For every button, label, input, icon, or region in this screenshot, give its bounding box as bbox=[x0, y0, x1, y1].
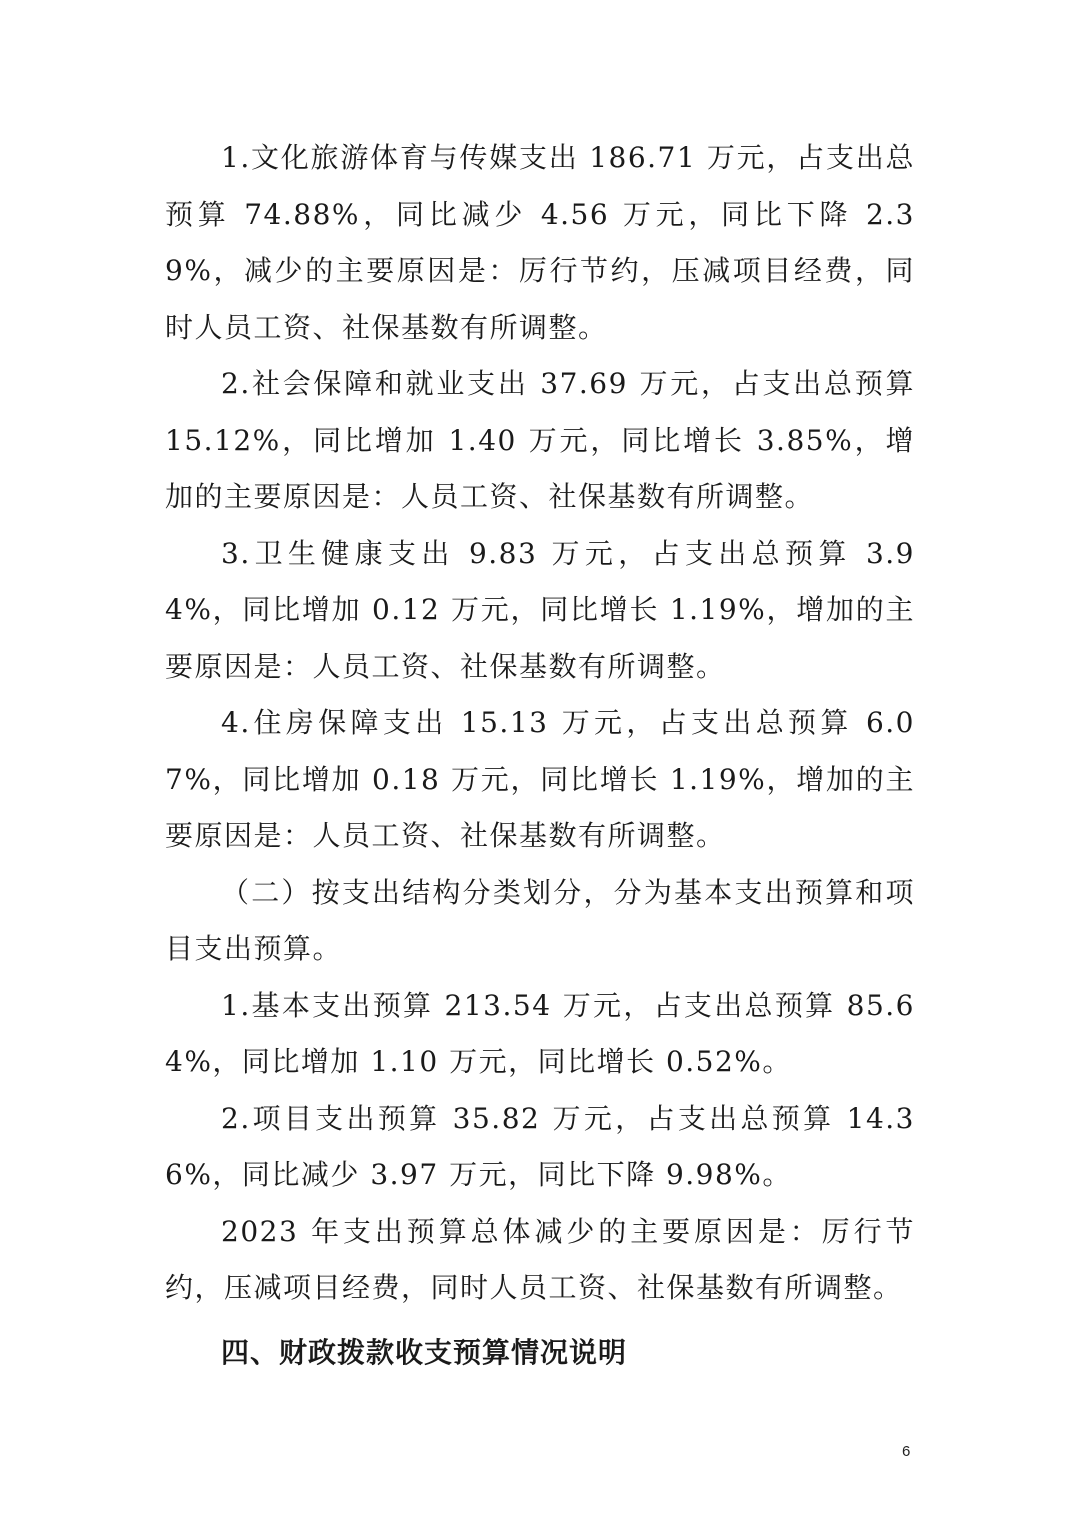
paragraph-health-expenditure: 3.卫生健康支出 9.83 万元，占支出总预算 3.94%，同比增加 0.12 万元，同比增长 1.19%，增加的主要原因是：人员工资、社保基数有所调整。 bbox=[165, 536, 915, 683]
section-heading: 四、财政拨款收支预算情况说明 bbox=[221, 1335, 628, 1369]
paragraph-overall-decrease-reason: 2023 年支出预算总体减少的主要原因是：厉行节约，压减项目经费，同时人员工资、社保基数有所调整。 bbox=[165, 1214, 915, 1304]
paragraph-culture-tourism-sports-media-expenditure: 1.文化旅游体育与传媒支出 186.71 万元，占支出总预算 74.88%，同比减少 4.56 万元，同比下降 2.39%，减少的主要原因是：厉行节约，压减项目经费，同时人员工资、社保基数有所调整。 bbox=[165, 141, 915, 344]
paragraph-social-security-employment-expenditure: 2.社会保障和就业支出 37.69 万元，占支出总预算 15.12%，同比增加 1.40 万元，同比增长 3.85%，增加的主要原因是：人员工资、社保基数有所调整。 bbox=[165, 367, 915, 513]
paragraph-housing-security-expenditure: 4.住房保障支出 15.13 万元，占支出总预算 6.07%，同比增加 0.18 万元，同比增长 1.19%，增加的主要原因是：人员工资、社保基数有所调整。 bbox=[165, 706, 915, 852]
page-number: 6 bbox=[902, 1443, 911, 1460]
paragraph-expenditure-structure-classification: （二）按支出结构分类划分，分为基本支出预算和项目支出预算。 bbox=[165, 875, 915, 965]
document-body bbox=[165, 130, 915, 1381]
paragraph-basic-expenditure-budget: 1.基本支出预算 213.54 万元，占支出总预算 85.64%，同比增加 1.10 万元，同比增长 0.52%。 bbox=[165, 988, 915, 1078]
paragraph-project-expenditure-budget: 2.项目支出预算 35.82 万元，占支出总预算 14.36%，同比减少 3.97 万元，同比下降 9.98%。 bbox=[165, 1101, 915, 1191]
